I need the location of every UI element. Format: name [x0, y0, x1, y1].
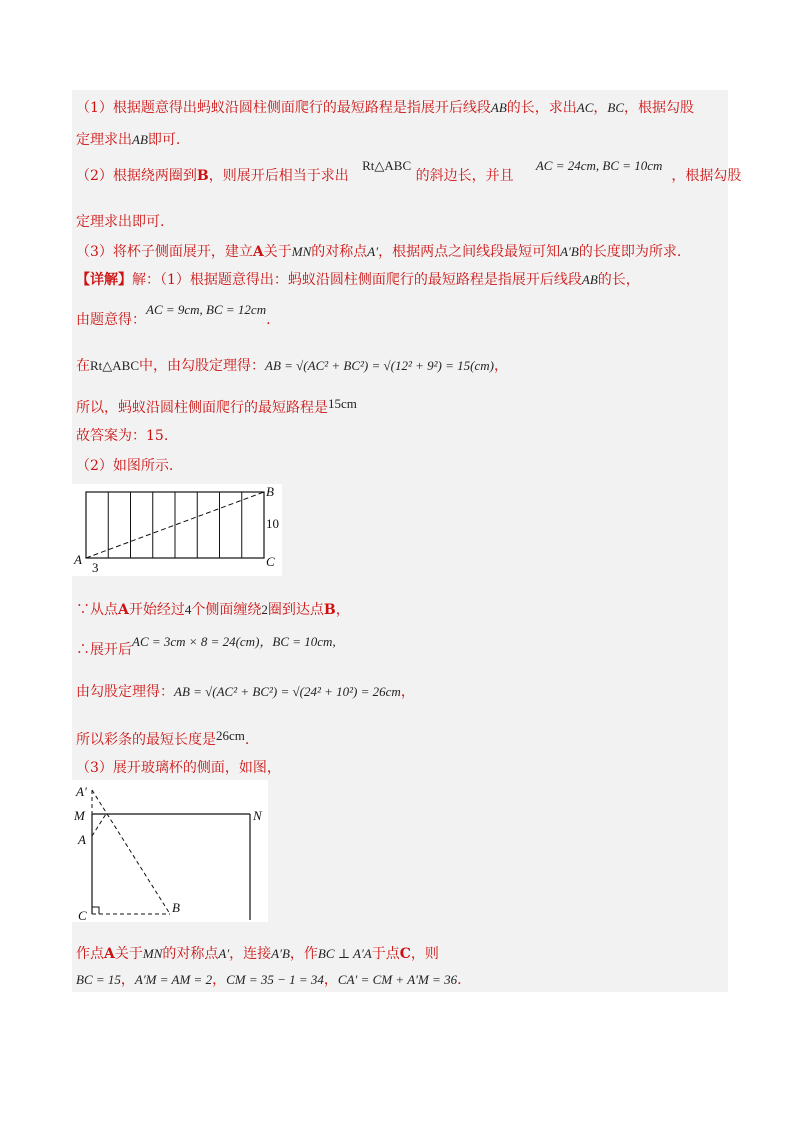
fig2-right-angle-mark	[92, 907, 99, 914]
text-line-16: （3）展开玻璃杯的侧面，如图，	[76, 760, 281, 776]
fig1-panel-dividers	[108, 492, 242, 558]
figure-1-unrolled-cylinder	[72, 484, 282, 576]
fig1-label-A: A	[74, 552, 82, 567]
fig1-label-B: B	[266, 484, 274, 499]
fig1-label-C: C	[266, 554, 275, 569]
text-line-15: 所以彩条的最短长度是26cm.	[76, 728, 250, 748]
text-line-4: 定理求出即可.	[76, 214, 165, 230]
text-line-6: 【详解】解：（1）根据题意得出：蚂蚁沿圆柱侧面爬行的最短路程是指展开后线段AB的长，	[76, 272, 640, 288]
fig2-label-C: C	[78, 908, 87, 922]
text-line-10: 故答案为：15.	[76, 428, 169, 444]
text-line-11: （2）如图所示.	[76, 458, 174, 474]
fig1-label-3: 3	[92, 560, 99, 575]
fig2-label-B: B	[172, 900, 180, 915]
fig2-segment-A-to-MN	[92, 814, 106, 836]
text-line-1: （1）根据题意得出蚂蚁沿圆柱侧面爬行的最短路程是指展开后线段AB的长，求出AC，BC，根据勾股	[76, 100, 695, 116]
text-line-12: ∵从点A开始经过4个侧面缠绕2圈到达点B，	[76, 602, 350, 618]
text-line-2: 定理求出AB即可.	[76, 132, 181, 148]
fig2-segment-A1B	[92, 790, 170, 914]
text-line-14: 由勾股定理得：AB = √(AC² + BC²) = √(24² + 10²) = 26cm，	[76, 684, 415, 700]
text-line-18: BC = 15，A′M = AM = 2，CM = 35 − 1 = 34，CA′ = CM + A′M = 36.	[76, 972, 462, 988]
fig2-label-N: N	[253, 808, 262, 823]
text-line-9: 所以，蚂蚁沿圆柱侧面爬行的最短路程是15cm	[76, 396, 357, 416]
text-line-13: ∴展开后AC = 3cm × 8 = 24(cm)，BC = 10cm,	[76, 634, 336, 658]
text-line-7: 由题意得：AC = 9cm, BC = 12cm.	[76, 302, 271, 328]
text-line-3: （2）根据绕两圈到B，则展开后相当于求出 Rt△ABC 的斜边长，并且 AC = 24cm, BC = 10cm ，根据勾股	[76, 158, 742, 184]
text-line-8: 在Rt△ABC中，由勾股定理得：AB = √(AC² + BC²) = √(12² + 9²) = 15(cm)，	[76, 358, 508, 374]
text-line-17: 作点A关于MN的对称点A′，连接A′B，作BC ⊥ A′A于点C，则	[76, 946, 439, 962]
fig2-label-A: A	[78, 832, 86, 847]
fig2-label-M: M	[74, 808, 85, 823]
text-line-5: （3）将杯子侧面展开，建立A关于MN的对称点A′，根据两点之间线段最短可知A′B的长度即为所求.	[76, 244, 682, 260]
fig1-label-10: 10	[266, 516, 279, 531]
fig2-label-A-prime: A′	[76, 784, 87, 799]
figure-2-unrolled-glass	[72, 780, 268, 922]
